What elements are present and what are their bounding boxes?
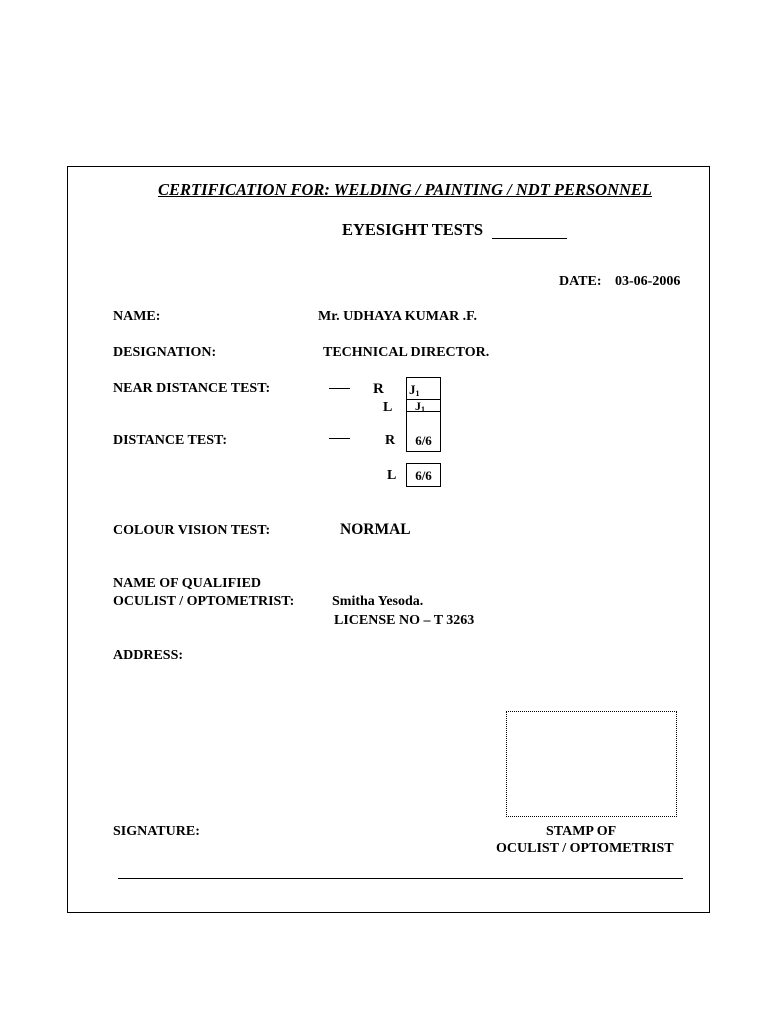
title-underline: [492, 238, 567, 239]
designation-label: DESIGNATION:: [113, 345, 217, 360]
near-left-eye-value: J: [415, 399, 421, 413]
stamp-label-line2: OCULIST / OPTOMETRIST: [496, 841, 674, 856]
distance-right-eye-box: [406, 411, 441, 452]
distance-test-dash: [329, 438, 350, 439]
near-right-eye-box: [406, 377, 441, 400]
oculist-label-line1: NAME OF QUALIFIED: [113, 576, 262, 591]
distance-right-eye-value: 6/6: [415, 433, 432, 448]
near-right-eye-label: R: [373, 381, 384, 397]
near-right-eye-value: J: [409, 382, 416, 397]
colour-vision-test-value: NORMAL: [340, 521, 411, 538]
near-distance-test-label: NEAR DISTANCE TEST:: [113, 381, 271, 396]
near-distance-dash: [329, 388, 350, 389]
signature-label: SIGNATURE:: [113, 824, 200, 839]
name-label: NAME:: [113, 309, 161, 324]
distance-left-eye-label: L: [387, 468, 397, 483]
distance-right-eye-label: R: [385, 433, 396, 448]
distance-left-eye-value: 6/6: [415, 468, 432, 483]
colour-vision-test-label: COLOUR VISION TEST:: [113, 523, 271, 538]
near-left-eye-label: L: [383, 400, 393, 415]
oculist-label-line2: OCULIST / OPTOMETRIST:: [113, 594, 295, 609]
oculist-license: LICENSE NO – T 3263: [334, 613, 475, 628]
near-right-eye-subscript: 1: [415, 389, 420, 398]
near-left-eye-subscript: 1: [421, 405, 425, 414]
date-value: 03-06-2006: [615, 274, 681, 289]
signature-line: [118, 878, 683, 879]
stamp-box: [506, 711, 677, 817]
address-label: ADDRESS:: [113, 648, 184, 663]
distance-left-eye-box: [406, 463, 441, 487]
designation-value: TECHNICAL DIRECTOR.: [323, 345, 490, 360]
certification-title: CERTIFICATION FOR: WELDING / PAINTING / NDT PERSONNEL: [158, 180, 653, 199]
oculist-name: Smitha Yesoda.: [332, 594, 424, 609]
name-value: Mr. UDHAYA KUMAR .F.: [318, 309, 477, 324]
date-label: DATE:: [559, 274, 602, 289]
document-title: EYESIGHT TESTS: [342, 220, 484, 239]
stamp-label-line1: STAMP OF: [546, 824, 617, 839]
distance-test-label: DISTANCE TEST:: [113, 433, 227, 448]
